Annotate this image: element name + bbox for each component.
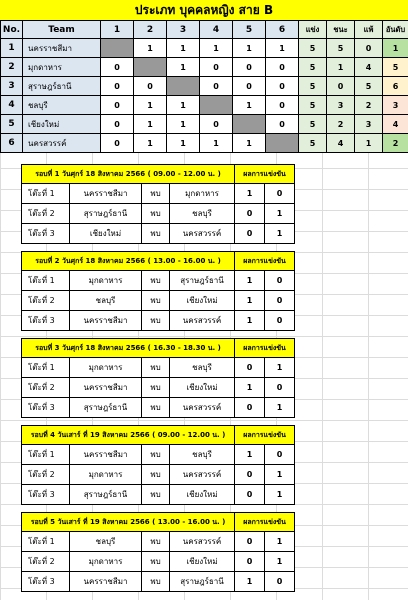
standings-table [0,20,408,153]
team-2: เชียงใหม่ [170,552,235,572]
match-row [22,184,295,204]
versus-label: พบ [142,271,170,291]
score-2: 1 [265,552,295,572]
match-row [22,378,295,398]
round-table [21,512,295,592]
team-name: นครราชสีมา [23,39,101,58]
match-row [22,572,295,592]
versus-label: พบ [142,485,170,505]
team-name: สุราษฎร์ธานี [23,77,101,96]
lost-cell: 5 [355,77,383,96]
match-row [22,271,295,291]
diagonal-cell [167,77,200,96]
rank-cell: 5 [383,58,408,77]
score-1: 0 [235,204,265,224]
round-header-row [22,513,295,532]
team-1: สุราษฎร์ธานี [70,485,142,505]
team-2: ชลบุรี [170,204,235,224]
team-1: มุกดาหาร [70,271,142,291]
match-row [22,204,295,224]
header-won: ชนะ [327,21,355,39]
team-2: นครสวรรค์ [170,224,235,244]
match-row [22,291,295,311]
result-cell: 1 [167,58,200,77]
match-table-label: โต๊ะที่ 2 [22,204,70,224]
round-header-row [22,426,295,445]
standings-row [1,39,408,58]
header-col-6: 6 [266,21,299,39]
round-table [21,251,295,331]
round-header: รอบที่ 5 วันเสาร์ ที่ 19 สิงหาคม 2566 ( 13.00 - 16.00 น. ) [22,513,235,532]
score-1: 1 [235,311,265,331]
standings-row [1,58,408,77]
score-2: 1 [265,485,295,505]
standings-row [1,77,408,96]
round-header: รอบที่ 4 วันเสาร์ ที่ 19 สิงหาคม 2566 ( 09.00 - 12.00 น. ) [22,426,235,445]
versus-label: พบ [142,445,170,465]
result-cell: 0 [101,96,134,115]
score-1: 0 [235,465,265,485]
result-cell: 1 [167,96,200,115]
result-cell: 1 [233,96,266,115]
lost-cell: 1 [355,134,383,153]
match-table-label: โต๊ะที่ 1 [22,184,70,204]
result-cell: 1 [134,39,167,58]
team-2: ชลบุรี [170,358,235,378]
team-2: ชลบุรี [170,445,235,465]
rank-cell: 1 [383,39,408,58]
played-cell: 5 [299,39,327,58]
score-1: 0 [235,224,265,244]
lost-cell: 3 [355,115,383,134]
round-table [21,425,295,505]
diagonal-cell [101,39,134,58]
score-2: 0 [265,271,295,291]
team-1: เชียงใหม่ [70,224,142,244]
versus-label: พบ [142,204,170,224]
result-cell: 0 [101,58,134,77]
result-cell: 0 [101,77,134,96]
team-2: มุกดาหาร [170,184,235,204]
result-cell: 0 [200,58,233,77]
team-1: นครราชสีมา [70,311,142,331]
round-header-row [22,339,295,358]
result-cell: 0 [266,77,299,96]
page-title: ประเภท บุคคลหญิง สาย B [0,0,408,21]
lost-cell: 4 [355,58,383,77]
team-1: นครราชสีมา [70,445,142,465]
score-2: 0 [265,378,295,398]
played-cell: 5 [299,134,327,153]
score-1: 0 [235,485,265,505]
match-table-label: โต๊ะที่ 2 [22,378,70,398]
versus-label: พบ [142,532,170,552]
match-table-label: โต๊ะที่ 2 [22,552,70,572]
result-cell: 0 [266,96,299,115]
round-5 [21,512,294,592]
result-cell: 1 [167,134,200,153]
match-row [22,465,295,485]
match-table-label: โต๊ะที่ 2 [22,465,70,485]
result-cell: 0 [266,115,299,134]
rank-cell: 2 [383,134,408,153]
round-3 [21,338,294,418]
team-2: นครสวรรค์ [170,398,235,418]
result-header: ผลการแข่งขัน [235,513,295,532]
diagonal-cell [200,96,233,115]
result-header: ผลการแข่งขัน [235,165,295,184]
match-table-label: โต๊ะที่ 1 [22,445,70,465]
team-2: เชียงใหม่ [170,291,235,311]
score-1: 0 [235,552,265,572]
team-name: เชียงใหม่ [23,115,101,134]
match-table-label: โต๊ะที่ 1 [22,532,70,552]
header-col-3: 3 [167,21,200,39]
lost-cell: 0 [355,39,383,58]
row-number: 4 [1,96,23,115]
result-cell: 1 [233,134,266,153]
won-cell: 0 [327,77,355,96]
rank-cell: 6 [383,77,408,96]
round-header: รอบที่ 2 วันศุกร์ 18 สิงหาคม 2566 ( 13.00 - 16.00 น. ) [22,252,235,271]
result-cell: 1 [200,39,233,58]
versus-label: พบ [142,572,170,592]
match-table-label: โต๊ะที่ 3 [22,485,70,505]
score-1: 0 [235,398,265,418]
match-table-label: โต๊ะที่ 3 [22,572,70,592]
team-2: นครสวรรค์ [170,532,235,552]
score-1: 1 [235,572,265,592]
standings-row [1,96,408,115]
row-number: 6 [1,134,23,153]
score-2: 1 [265,224,295,244]
won-cell: 1 [327,58,355,77]
versus-label: พบ [142,358,170,378]
score-1: 1 [235,445,265,465]
match-table-label: โต๊ะที่ 2 [22,291,70,311]
score-2: 0 [265,445,295,465]
result-cell: 0 [233,77,266,96]
result-header: ผลการแข่งขัน [235,252,295,271]
score-2: 1 [265,532,295,552]
result-cell: 1 [167,115,200,134]
match-row [22,485,295,505]
versus-label: พบ [142,398,170,418]
result-cell: 1 [134,115,167,134]
team-name: นครสวรรค์ [23,134,101,153]
versus-label: พบ [142,465,170,485]
row-number: 2 [1,58,23,77]
team-1: มุกดาหาร [70,465,142,485]
round-2 [21,251,294,331]
team-name: มุกดาหาร [23,58,101,77]
versus-label: พบ [142,311,170,331]
played-cell: 5 [299,58,327,77]
won-cell: 2 [327,115,355,134]
match-row [22,224,295,244]
score-2: 0 [265,572,295,592]
result-cell: 0 [134,77,167,96]
team-1: นครราชสีมา [70,184,142,204]
team-1: มุกดาหาร [70,358,142,378]
rank-cell: 4 [383,115,408,134]
header-col-2: 2 [134,21,167,39]
result-cell: 1 [200,134,233,153]
score-2: 1 [265,398,295,418]
row-number: 1 [1,39,23,58]
result-cell: 1 [167,39,200,58]
versus-label: พบ [142,184,170,204]
round-1 [21,164,294,244]
score-2: 1 [265,465,295,485]
result-cell: 1 [266,39,299,58]
won-cell: 5 [327,39,355,58]
team-1: ชลบุรี [70,532,142,552]
result-cell: 1 [134,96,167,115]
team-2: สุราษฎร์ธานี [170,271,235,291]
result-cell: 0 [200,77,233,96]
header-played: แข่ง [299,21,327,39]
match-row [22,445,295,465]
versus-label: พบ [142,552,170,572]
score-2: 1 [265,204,295,224]
team-2: เชียงใหม่ [170,485,235,505]
result-cell: 0 [200,115,233,134]
team-1: สุราษฎร์ธานี [70,204,142,224]
rank-cell: 3 [383,96,408,115]
result-header: ผลการแข่งขัน [235,426,295,445]
header-col-5: 5 [233,21,266,39]
score-2: 0 [265,184,295,204]
match-table-label: โต๊ะที่ 3 [22,398,70,418]
result-cell: 0 [266,58,299,77]
match-row [22,532,295,552]
team-2: สุราษฎร์ธานี [170,572,235,592]
result-cell: 0 [101,134,134,153]
versus-label: พบ [142,378,170,398]
match-table-label: โต๊ะที่ 1 [22,358,70,378]
played-cell: 5 [299,77,327,96]
versus-label: พบ [142,224,170,244]
played-cell: 5 [299,115,327,134]
won-cell: 4 [327,134,355,153]
header-col-4: 4 [200,21,233,39]
header-no: No. [1,21,23,39]
score-1: 0 [235,358,265,378]
header-rank: อันดับ [383,21,408,39]
team-1: มุกดาหาร [70,552,142,572]
team-1: นครราชสีมา [70,572,142,592]
score-1: 1 [235,184,265,204]
match-row [22,398,295,418]
row-number: 5 [1,115,23,134]
diagonal-cell [233,115,266,134]
team-1: ชลบุรี [70,291,142,311]
row-number: 3 [1,77,23,96]
score-2: 0 [265,311,295,331]
header-team: Team [23,21,101,39]
header-col-1: 1 [101,21,134,39]
team-2: เชียงใหม่ [170,378,235,398]
score-2: 1 [265,358,295,378]
round-header-row [22,165,295,184]
score-1: 0 [235,532,265,552]
played-cell: 5 [299,96,327,115]
header-lost: แพ้ [355,21,383,39]
round-4 [21,425,294,505]
diagonal-cell [266,134,299,153]
match-row [22,311,295,331]
result-cell: 1 [134,134,167,153]
score-2: 0 [265,291,295,311]
standings-row [1,134,408,153]
score-1: 1 [235,378,265,398]
match-row [22,358,295,378]
result-header: ผลการแข่งขัน [235,339,295,358]
round-header: รอบที่ 1 วันศุกร์ 18 สิงหาคม 2566 ( 09.00 - 12.00 น. ) [22,165,235,184]
score-1: 1 [235,291,265,311]
lost-cell: 2 [355,96,383,115]
round-header-row [22,252,295,271]
team-2: นครสวรรค์ [170,465,235,485]
team-1: สุราษฎร์ธานี [70,398,142,418]
team-name: ชลบุรี [23,96,101,115]
match-table-label: โต๊ะที่ 3 [22,224,70,244]
versus-label: พบ [142,291,170,311]
standings-row [1,115,408,134]
result-cell: 0 [101,115,134,134]
round-table [21,338,295,418]
match-table-label: โต๊ะที่ 3 [22,311,70,331]
result-cell: 1 [233,39,266,58]
match-row [22,552,295,572]
standings-header-row [1,21,408,39]
match-table-label: โต๊ะที่ 1 [22,271,70,291]
score-1: 1 [235,271,265,291]
result-cell: 0 [233,58,266,77]
team-2: นครสวรรค์ [170,311,235,331]
team-1: นครราชสีมา [70,378,142,398]
round-header: รอบที่ 3 วันศุกร์ 18 สิงหาคม 2566 ( 16.30 - 18.30 น. ) [22,339,235,358]
round-table [21,164,295,244]
diagonal-cell [134,58,167,77]
won-cell: 3 [327,96,355,115]
